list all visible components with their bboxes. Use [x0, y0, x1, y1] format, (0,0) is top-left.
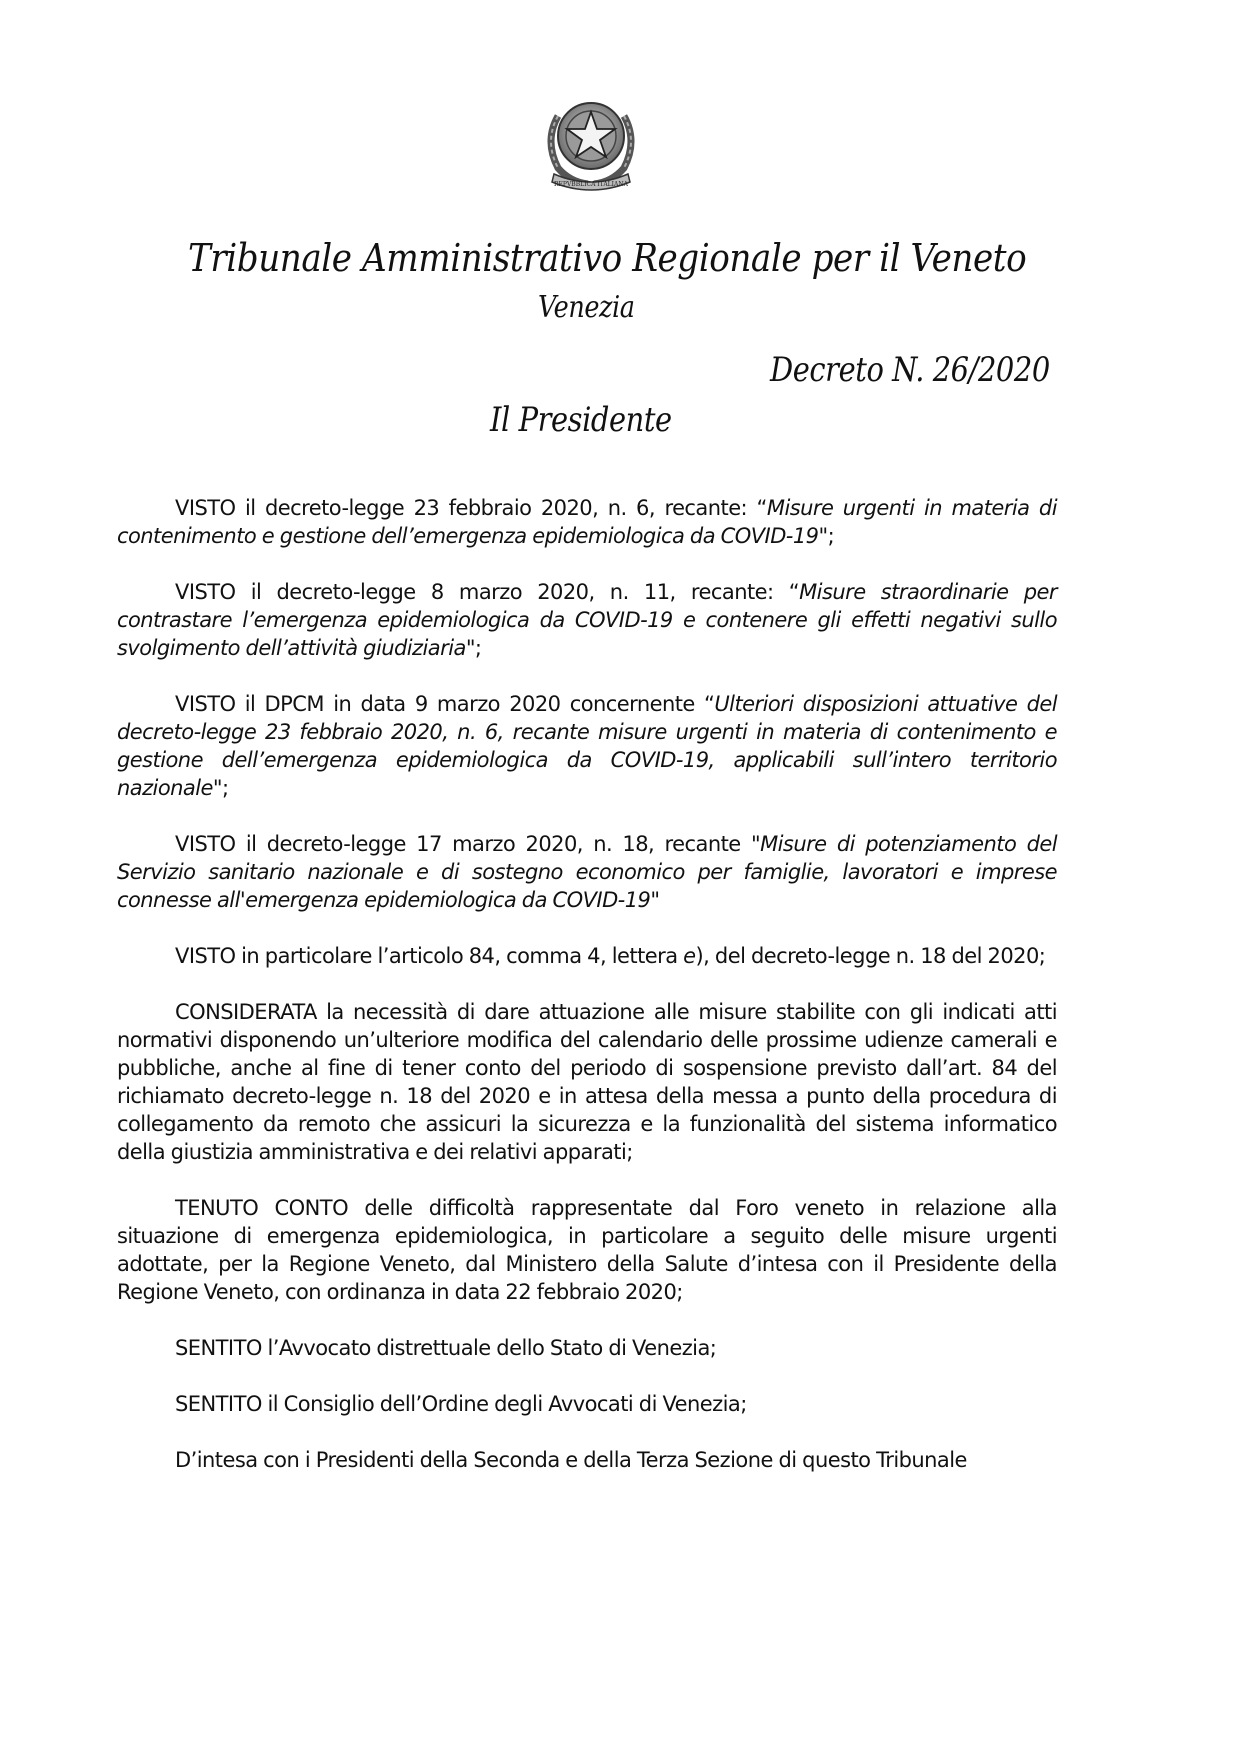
recital-tail: ";	[818, 524, 835, 548]
recital-paragraph	[117, 998, 1057, 1166]
recital-lead: VISTO il decreto-legge 17 marzo 2020, n. 18, recante	[175, 832, 751, 856]
recital-lead: VISTO il decreto-legge 8 marzo 2020, n. 11, recante: “	[175, 580, 800, 604]
recital-paragraph	[117, 494, 1057, 550]
recital-lead: SENTITO l’Avvocato distrettuale dello Stato di Venezia;	[175, 1336, 717, 1360]
recital-quote: Ulteriori disposizioni attuative del decreto-legge 23 febbraio 2020, n. 6, recante misure urgenti in materia di contenimento e gestione dell’emergenza epidemiologica da COVID-19, applicabili sull’intero territorio nazionale	[117, 692, 1058, 800]
recital-lead: VISTO il decreto-legge 23 febbraio 2020, n. 6, recante: “	[175, 496, 767, 520]
recital-paragraph	[117, 1390, 1057, 1418]
recital-tail: ), del decreto-legge n. 18 del 2020;	[695, 944, 1046, 968]
recital-quote: Misure urgenti in materia di contenimento e gestione dell’emergenza epidemiologica da COVID-19	[117, 496, 1057, 548]
recital-paragraph	[117, 578, 1057, 662]
svg-text:REPVBBLICA ITALIANA: REPVBBLICA ITALIANA	[554, 181, 628, 188]
recital-lead: TENUTO CONTO delle difficoltà rappresentate dal Foro veneto in relazione alla situazione di emergenza epidemiologica, in particolare a seguito delle misure urgenti adottate, per la Regione Veneto, dal Ministero della Salute d’intesa con il Presidente della Regione Veneto, con ordinanza in data 22 febbraio 2020;	[117, 1196, 1057, 1304]
court-name-heading: Tribunale Amministrativo Regionale per il Veneto	[188, 236, 1027, 280]
italian-republic-emblem-icon	[536, 86, 646, 196]
recital-paragraph	[117, 1334, 1057, 1362]
recital-quote: Misure straordinarie per contrastare l’emergenza epidemiologica da COVID-19 e contenere gli effetti negativi sullo svolgimento dell’attività giudiziaria	[117, 580, 1057, 660]
recital-paragraph	[117, 1446, 1057, 1474]
recital-paragraph	[117, 1194, 1057, 1306]
recital-tail: ";	[212, 776, 229, 800]
recital-tail: ";	[465, 636, 482, 660]
city-heading: Venezia	[538, 290, 635, 325]
recital-lead: D’intesa con i Presidenti della Seconda e della Terza Sezione di questo Tribunale	[175, 1448, 967, 1472]
recital-lead: CONSIDERATA la necessità di dare attuazione alle misure stabilite con gli indicati atti normativi disponendo un’ulteriore modifica del calendario delle prossime udienze camerali e pubbliche, anche al fine di tener conto del periodo di sospensione previsto dall’art. 84 del richiamato decreto-legge n. 18 del 2020 e in attesa della messa a punto della procedura di collegamento da remoto che assicuri la sicurezza e la funzionalità del sistema informatico della giustizia amministrativa e dei relativi apparati;	[117, 1000, 1057, 1164]
recital-lead: VISTO in particolare l’articolo 84, comma 4, lettera	[175, 944, 684, 968]
recital-paragraph	[117, 942, 1057, 970]
recital-lead: VISTO il DPCM in data 9 marzo 2020 concernente “	[175, 692, 715, 716]
author-heading: Il Presidente	[490, 400, 672, 440]
recital-lead: SENTITO il Consiglio dell’Ordine degli Avvocati di Venezia;	[175, 1392, 747, 1416]
recital-paragraph	[117, 690, 1057, 802]
recital-paragraph	[117, 830, 1057, 914]
recital-quote: "Misure di potenziamento del Servizio sanitario nazionale e di sostegno economico per famiglie, lavoratori e imprese connesse all'emergenza epidemiologica da COVID-19"	[117, 832, 1058, 912]
recital-quote: e	[683, 944, 696, 968]
decree-number: Decreto N. 26/2020	[770, 350, 1050, 390]
decree-body	[117, 494, 1057, 1502]
